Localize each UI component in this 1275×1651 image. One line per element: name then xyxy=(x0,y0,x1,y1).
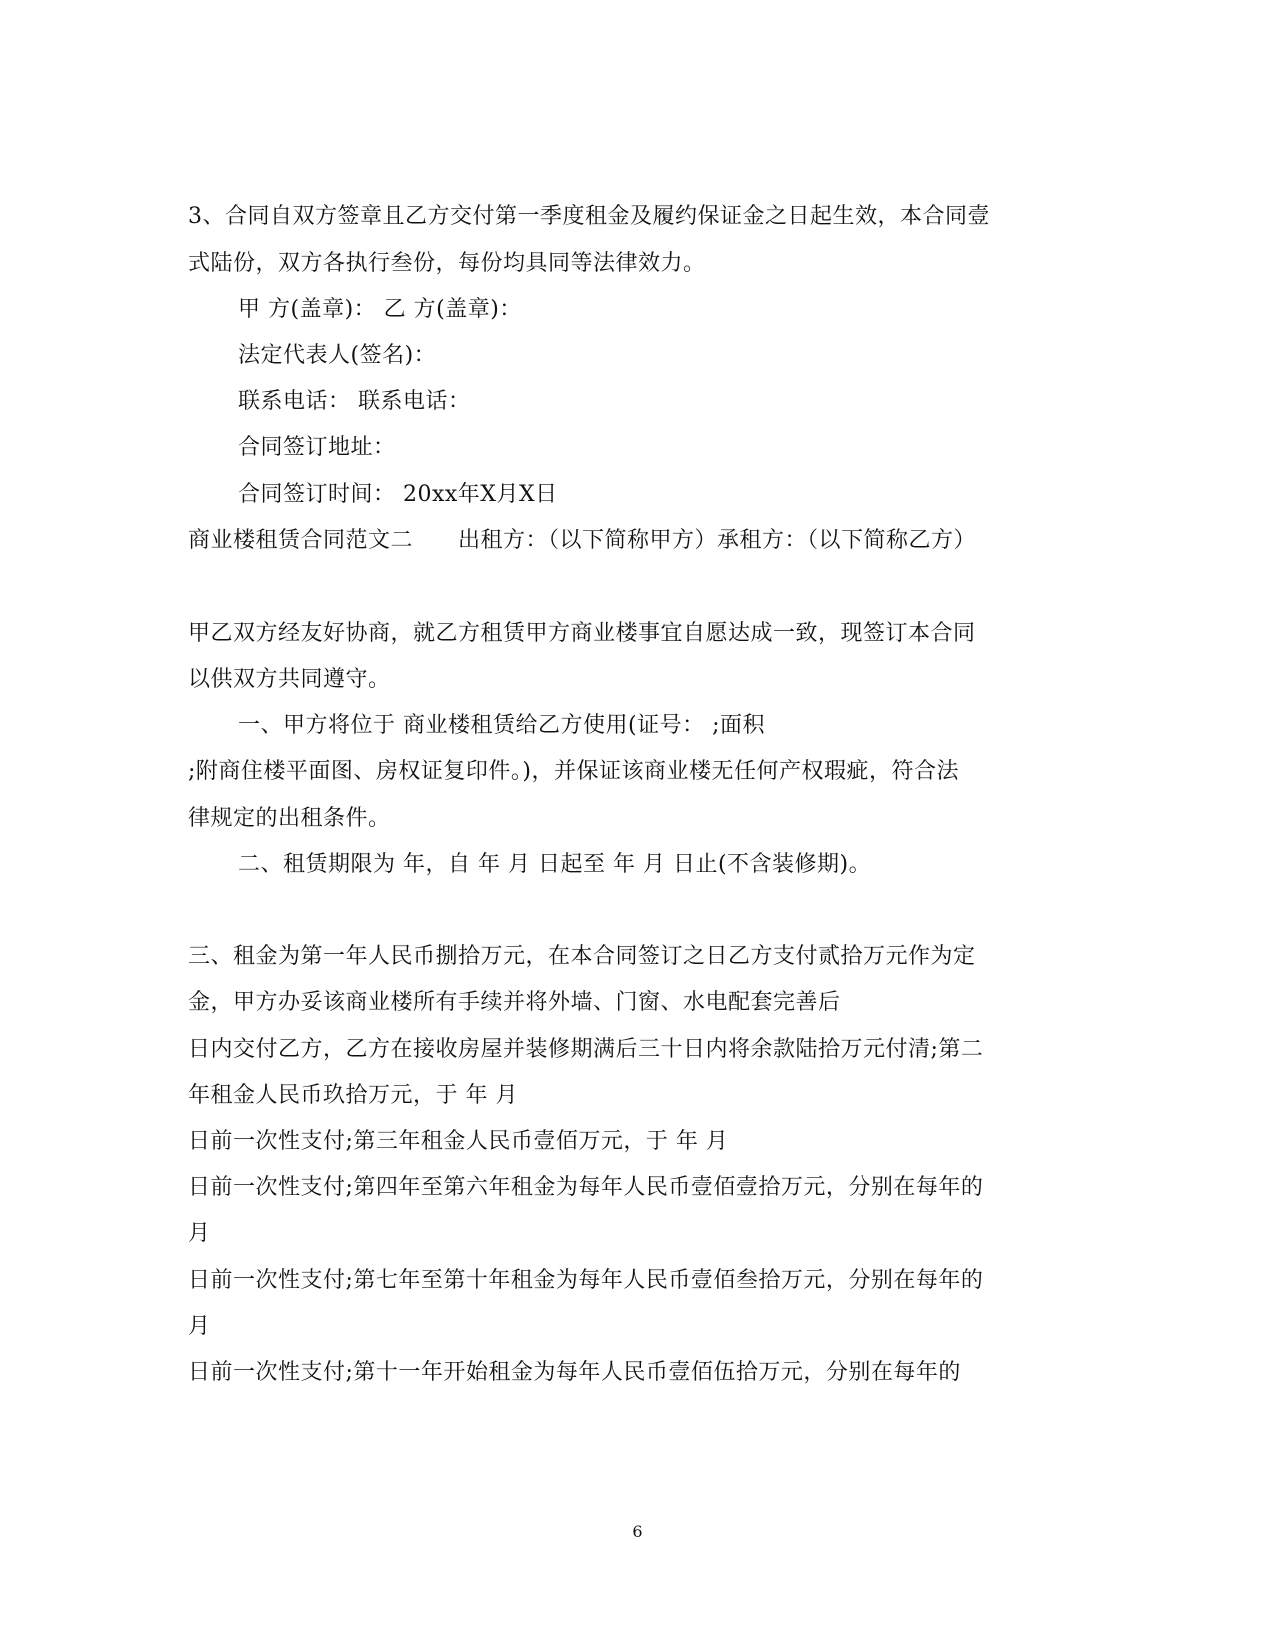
paragraph-line: 律规定的出租条件。 xyxy=(188,806,391,831)
paragraph-line: 月 xyxy=(188,1314,211,1339)
clause-line: 二、租赁期限为 年，自 年 月 日起至 年 月 日止(不含装修期)。 xyxy=(238,852,872,877)
paragraph-line: 日内交付乙方，乙方在接收房屋并装修期满后三十日内将余款陆拾万元付清;第二 xyxy=(188,1037,984,1062)
paragraph-line: 年租金人民币玖拾万元，于 年 月 xyxy=(188,1083,518,1108)
paragraph-line: 日前一次性支付;第七年至第十年租金为每年人民币壹佰叁拾万元，分别在每年的 xyxy=(188,1268,984,1293)
paragraph-line: 日前一次性支付;第四年至第六年租金为每年人民币壹佰壹拾万元，分别在每年的 xyxy=(188,1175,984,1200)
signing-date-line: 合同签订时间： 20xx年X月X日 xyxy=(238,482,558,507)
paragraph-line: ;附商住楼平面图、房权证复印件。)，并保证该商业楼无任何产权瑕疵，符合法 xyxy=(188,759,959,784)
clause-line: 一、甲方将位于 商业楼租赁给乙方使用(证号： ;面积 xyxy=(238,713,765,738)
signing-address-line: 合同签订地址： xyxy=(238,435,396,460)
paragraph-line: 甲乙双方经友好协商，就乙方租赁甲方商业楼事宜自愿达成一致，现签订本合同 xyxy=(188,621,976,646)
signature-party-line: 甲 方(盖章)： 乙 方(盖章)： xyxy=(238,297,522,322)
paragraph-line: 3、合同自双方签章且乙方交付第一季度租金及履约保证金之日起生效，本合同壹 xyxy=(188,204,990,229)
paragraph-line: 式陆份，双方各执行叁份，每份均具同等法律效力。 xyxy=(188,251,706,276)
contact-phone-line: 联系电话： 联系电话： xyxy=(238,389,471,414)
section-heading: 商业楼租赁合同范文二 出租方：（以下简称甲方）承租方：（以下简称乙方） xyxy=(188,528,977,553)
paragraph-line: 以供双方共同遵守。 xyxy=(188,667,391,692)
paragraph-line: 月 xyxy=(188,1221,211,1246)
paragraph-line: 日前一次性支付;第十一年开始租金为每年人民币壹佰伍拾万元，分别在每年的 xyxy=(188,1360,961,1385)
page-number: 6 xyxy=(632,1522,643,1541)
clause-line: 三、租金为第一年人民币捌拾万元，在本合同签订之日乙方支付贰拾万元作为定 xyxy=(188,944,976,969)
legal-representative-line: 法定代表人(签名)： xyxy=(238,343,437,368)
paragraph-line: 金，甲方办妥该商业楼所有手续并将外墙、门窗、水电配套完善后 xyxy=(188,990,841,1015)
paragraph-line: 日前一次性支付;第三年租金人民币壹佰万元，于 年 月 xyxy=(188,1129,729,1154)
